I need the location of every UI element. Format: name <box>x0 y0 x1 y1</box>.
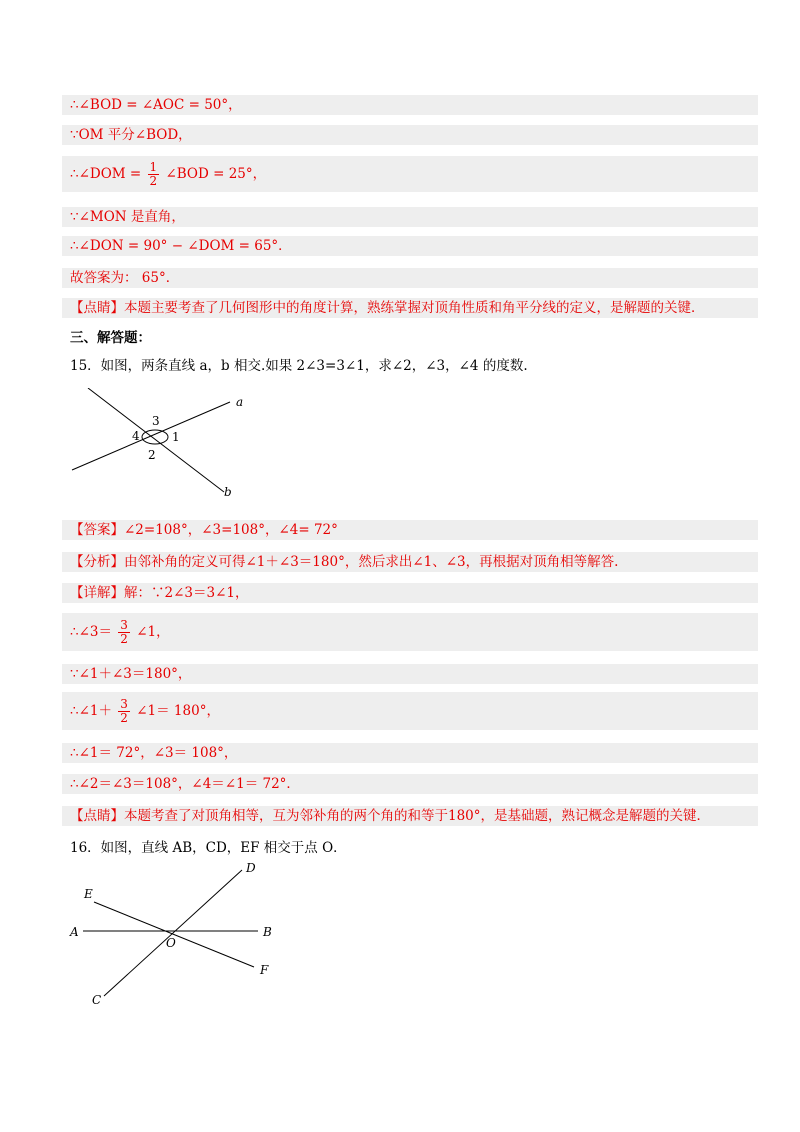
question-15-text: 15．如图，两条直线 a，b 相交.如果 2∠3=3∠1，求∠2，∠3，∠4 的度数. <box>70 358 528 374</box>
fraction-half <box>148 161 160 188</box>
question-16-text: 16．如图，直线 AB，CD，EF 相交于点 O． <box>70 840 347 856</box>
question-16-figure <box>66 858 296 1008</box>
angle-arc <box>142 430 168 444</box>
solution-line-5: ∴∠DON = 90° − ∠DOM = 65°． <box>62 236 758 256</box>
solution-line-4: ∵∠MON 是直角， <box>62 207 758 227</box>
fraction-three-halves <box>118 619 130 646</box>
solution-line-1: ∴∠BOD = ∠AOC = 50°， <box>62 95 758 115</box>
label-angle-3: 3 <box>152 414 160 428</box>
q15-step-5: ∴∠2＝∠3＝108°，∠4＝∠1＝ 72°． <box>62 774 758 794</box>
q15-step-3-tail: ∠1＝ 180°， <box>136 703 220 719</box>
solution-line-3 <box>62 156 758 192</box>
q15-step-1-lead: ∴∠3＝ <box>70 624 112 640</box>
solution-line-3-tail: ∠BOD = 25°， <box>165 166 267 182</box>
label-D: D <box>246 861 256 875</box>
section-title: 三、解答题： <box>70 330 151 346</box>
q15-step-3-lead: ∴∠1＋ <box>70 703 112 719</box>
intersecting-lines-diagram <box>62 388 262 500</box>
label-E: E <box>84 887 93 901</box>
q15-step-4: ∴∠1＝ 72°，∠3＝ 108°， <box>62 743 758 763</box>
fraction-denominator: 2 <box>120 632 128 646</box>
label-b: b <box>224 485 232 499</box>
fraction-denominator: 2 <box>120 711 128 725</box>
question-15-figure <box>62 388 262 500</box>
q15-step-2: ∵∠1＋∠3＝180°， <box>62 664 758 684</box>
label-a: a <box>236 395 244 409</box>
label-angle-2: 2 <box>148 448 156 462</box>
q15-step-3 <box>62 692 758 730</box>
q15-answer: 【答案】∠2=108°，∠3=108°，∠4= 72° <box>62 520 758 540</box>
label-O: O <box>166 936 176 950</box>
fraction-denominator: 2 <box>149 174 158 188</box>
solution-line-6: 故答案为： 65°． <box>62 268 758 288</box>
line-cd <box>104 870 242 996</box>
three-lines-diagram <box>66 858 296 1008</box>
solution-line-3-lead: ∴∠DOM = <box>70 166 142 182</box>
label-C: C <box>92 993 102 1007</box>
label-A: A <box>70 925 79 939</box>
fraction-three-halves <box>118 698 130 725</box>
line-b <box>88 388 224 492</box>
solution-line-2: ∵OM 平分∠BOD， <box>62 125 758 145</box>
q15-step-1-tail: ∠1， <box>136 624 170 640</box>
label-angle-1: 1 <box>172 430 180 444</box>
q15-step-1 <box>62 613 758 651</box>
fraction-numerator: 3 <box>120 618 128 632</box>
q15-detail: 【详解】解：∵2∠3＝3∠1， <box>62 583 758 603</box>
fraction-numerator: 1 <box>149 160 158 174</box>
label-B: B <box>263 925 272 939</box>
q15-analysis: 【分析】由邻补角的定义可得∠1＋∠3＝180°，然后求出∠1、∠3，再根据对顶角相等解答. <box>62 552 758 572</box>
label-F: F <box>260 963 269 977</box>
line-ef <box>94 902 254 967</box>
label-angle-4: 4 <box>132 429 140 443</box>
fraction-numerator: 3 <box>120 697 128 711</box>
key-point-comment: 【点睛】本题主要考查了几何图形中的角度计算，熟练掌握对顶角性质和角平分线的定义，是解题的关键． <box>62 298 758 318</box>
q15-key-point: 【点睛】本题考查了对顶角相等，互为邻补角的两个角的和等于180°，是基础题，熟记概念是解题的关键． <box>62 806 758 826</box>
